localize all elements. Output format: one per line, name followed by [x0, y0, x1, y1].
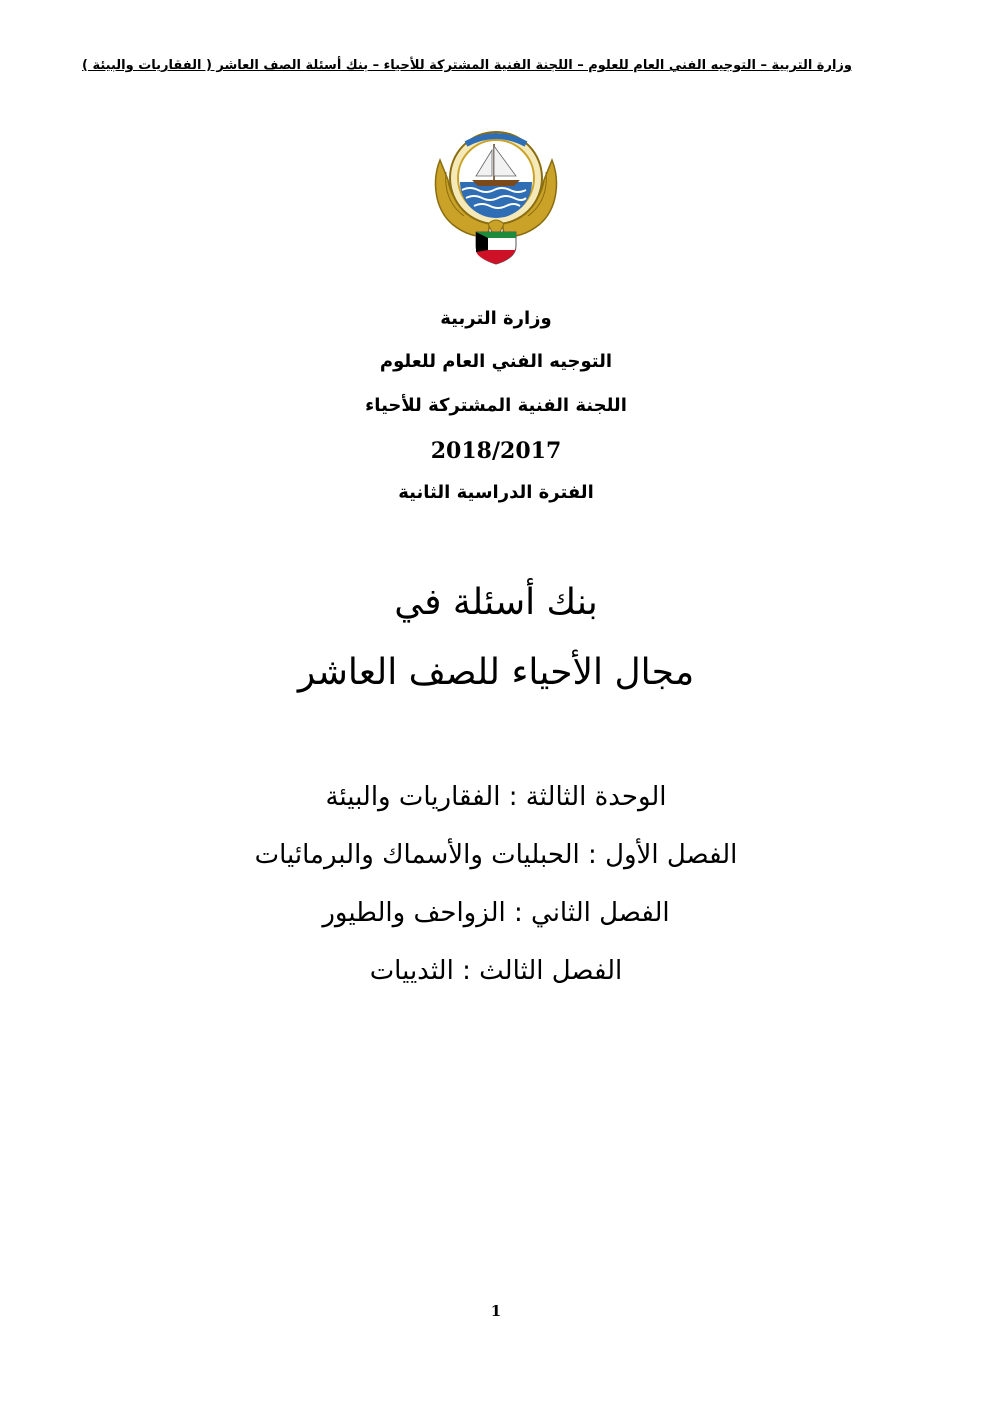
kuwait-state-emblem-icon: [430, 120, 562, 266]
unit-heading: الوحدة الثالثة : الفقاريات والبيئة: [325, 782, 667, 812]
page-number: 1: [490, 1302, 502, 1320]
academic-year: 2018/2017: [430, 438, 562, 464]
committee-name: اللجنة الفنية المشتركة للأحياء: [365, 395, 627, 416]
document-title-line2: مجال الأحياء للصف العاشر: [297, 652, 695, 693]
academic-term: الفترة الدراسية الثانية: [398, 482, 594, 503]
running-header: وزارة التربية – التوجيه الفني العام للعلوم – اللجنة الفنية المشتركة للأحياء – بنك أسئلة الصف العاشر ( الفقاريات والبيئة ): [81, 58, 852, 73]
chapter-2-heading: الفصل الثاني : الزواحف والطيور: [322, 898, 670, 928]
chapter-1-heading: الفصل الأول : الحبليات والأسماك والبرمائيات: [254, 840, 738, 870]
ministry-name: وزارة التربية: [440, 308, 552, 329]
document-title-line1: بنك أسئلة في: [394, 582, 598, 623]
directorate-name: التوجيه الفني العام للعلوم: [379, 351, 613, 372]
chapter-3-heading: الفصل الثالث : الثدييات: [369, 956, 623, 986]
